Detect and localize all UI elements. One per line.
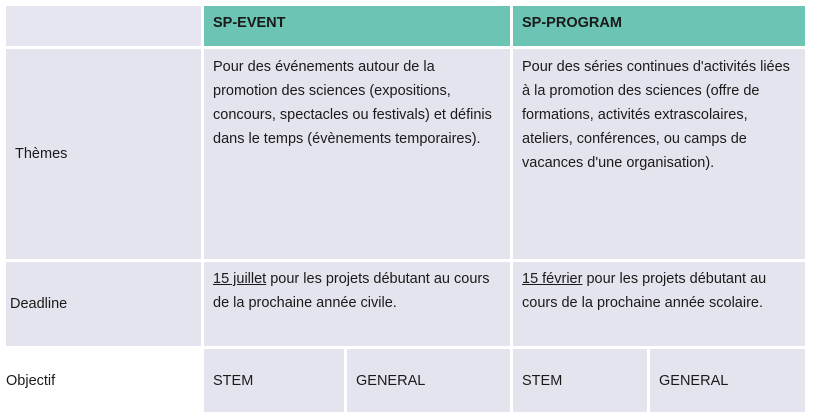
- column-header-sp-program: SP-PROGRAM: [513, 6, 805, 46]
- objectif-event-stem: [204, 349, 344, 412]
- themes-label: Thèmes: [15, 146, 68, 162]
- deadline-event-date: 15 juillet: [213, 271, 267, 287]
- deadline-sp-event: [204, 262, 510, 346]
- deadline-sp-program: [513, 262, 805, 346]
- deadline-label: Deadline: [10, 296, 68, 312]
- objectif-event-stem-text: STEM: [213, 372, 254, 389]
- row-label-themes: [6, 49, 201, 259]
- row-label-objectif: [6, 349, 201, 412]
- objectif-program-stem-text: STEM: [522, 372, 563, 389]
- program-comparison-table: [6, 6, 805, 412]
- objectif-program-general-text: GENERAL: [659, 372, 729, 389]
- column-header-sp-event: SP-EVENT: [204, 6, 510, 46]
- row-label-deadline: [6, 262, 201, 346]
- objectif-label: Objectif: [6, 372, 56, 389]
- themes-sp-event: Pour des événements autour de la promotion des sciences (expositions, concours, spectacles ou festivals) et définis dans le temps (évènements temporaires).: [204, 49, 510, 259]
- objectif-program-general: [650, 349, 805, 412]
- deadline-program-text: pour les projets débutant au cours de la prochaine année scolaire.: [522, 271, 767, 311]
- themes-sp-program: Pour des séries continues d'activités liées à la promotion des sciences (offre de formations, activités extrascolaires, ateliers, conférences, ou camps de vacances d'une organisation).: [513, 49, 805, 259]
- deadline-program-date: 15 février: [522, 271, 583, 287]
- objectif-event-general: [347, 349, 510, 412]
- objectif-event-general-text: GENERAL: [356, 372, 426, 389]
- objectif-program-stem: [513, 349, 647, 412]
- corner-cell: [6, 6, 201, 46]
- deadline-event-text: pour les projets débutant au cours de la prochaine année civile.: [213, 271, 490, 311]
